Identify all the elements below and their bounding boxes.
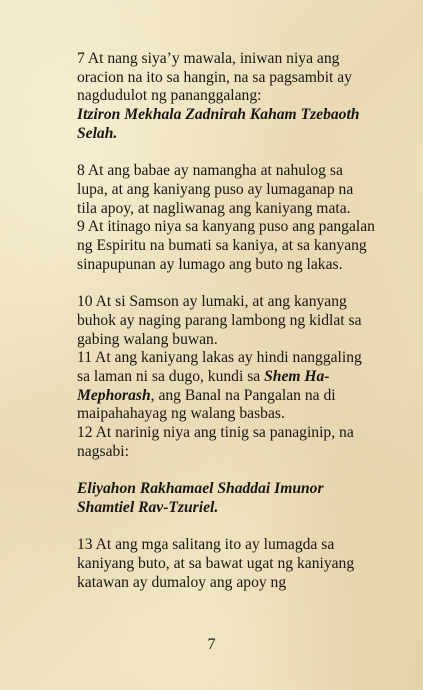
- verse-10: 10 At si Samson ay lumaki, at ang kanyang buhok ay naging parang lambong ng kidlat sa gabing walang buwan.: [77, 293, 362, 348]
- paragraph-gap: [77, 144, 377, 163]
- paragraph-gap: [77, 518, 377, 537]
- verse-text-block: [77, 50, 377, 592]
- verse-7-text: 7 At nang siya’y mawala, iniwan niya ang oracion na ito sa hangin, na sa pagsambit ay nagdudulot ng pananggalang:: [77, 50, 352, 105]
- holy-name-shem-ha-mephorash: Shem Ha-Mephorash: [77, 367, 330, 404]
- paragraph-gap: [77, 274, 377, 293]
- verse-11: [77, 349, 377, 424]
- verse-11-text-after: , ang Banal na Pangalan na di maipahahayag ng walang basbas.: [77, 386, 336, 423]
- incantation-itziron: Itziron Mekhala Zadnirah Kaham Tzebaoth Selah.: [77, 106, 360, 142]
- verse-11-text-before: 11 At ang kaniyang lakas ay hindi nanggaling sa laman ni sa dugo, kundi sa: [77, 349, 362, 385]
- incantation-eliyahon: Eliyahon Rakhamael Shaddai Imunor Shamtiel Rav-Tzuriel.: [77, 480, 324, 516]
- page-number: 7: [207, 636, 216, 653]
- verse-13: 13 At ang mga salitang ito ay lumagda sa kaniyang buto, at sa bawat ugat ng kaniyang katawan ay dumaloy ang apoy ng: [77, 536, 355, 591]
- verse-12: 12 At narinig niya ang tinig sa panaginip, na nagsabi:: [77, 424, 354, 460]
- verse-7: [77, 50, 377, 144]
- paragraph-gap: [77, 461, 377, 480]
- verse-9: 9 At itinago niya sa kanyang puso ang pangalan ng Espiritu na bumati sa kaniya, at sa kanyang sinapupunan ay lumago ang buto ng lakas.: [77, 218, 375, 273]
- verse-8: 8 At ang babae ay namangha at nahulog sa lupa, at ang kaniyang puso ay lumaganap na tila apoy, at nagliwanag ang kaniyang mata.: [77, 162, 354, 217]
